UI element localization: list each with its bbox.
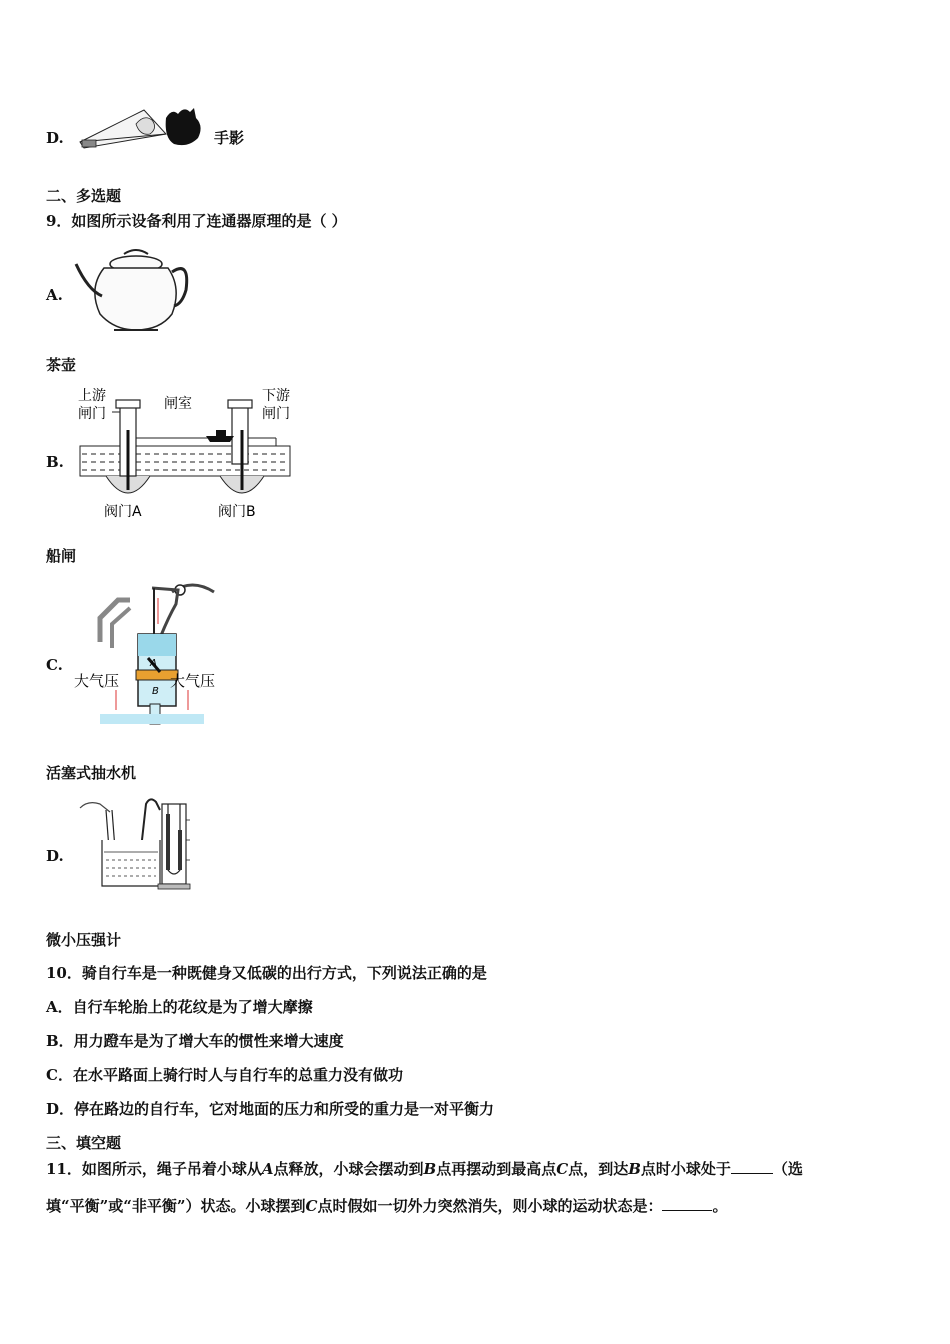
q9-option-d-caption: 微小压强计 xyxy=(46,931,122,949)
label-valve-b-pump: B xyxy=(152,686,159,697)
q11-line-1: 11．如图所示，绳子吊着小球从A点释放，小球会摆动到B点再摆动到最高点C点，到达B点时小球处于 （选 xyxy=(46,1160,803,1178)
section-title-multiple-choice: 二、多选题 xyxy=(46,187,122,205)
q9-option-a-caption: 茶壶 xyxy=(46,356,77,374)
q10-option-d: D．停在路边的自行车，它对地面的压力和所受的重力是一对平衡力 xyxy=(46,1100,495,1118)
piston-pump-image xyxy=(72,578,224,728)
q9-option-d-letter: D. xyxy=(46,847,64,865)
label-downstream-1: 下游 xyxy=(262,388,290,404)
q10-option-c: C．在水平路面上骑行时人与自行车的总重力没有做功 xyxy=(46,1066,403,1084)
label-upstream-1: 上游 xyxy=(78,388,106,404)
q9-option-b-caption: 船闸 xyxy=(46,547,77,565)
q10-option-a: A．自行车轮胎上的花纹是为了增大摩擦 xyxy=(46,998,313,1016)
q9-option-b-letter: B. xyxy=(46,453,64,471)
section-title-fill-in: 三、填空题 xyxy=(46,1134,122,1152)
label-upstream-2: 闸门 xyxy=(78,406,106,422)
q8-option-d-letter: D. xyxy=(46,129,64,147)
micro-pressure-gauge-image xyxy=(76,790,194,892)
label-valve-b: 阀门B xyxy=(218,504,256,520)
label-atm-pressure-left: 大气压 xyxy=(74,672,120,690)
answer-blank-1[interactable] xyxy=(731,1159,773,1174)
answer-blank-2[interactable] xyxy=(662,1196,712,1211)
label-valve-a: 阀门A xyxy=(104,504,142,520)
label-lock-chamber: 闸室 xyxy=(164,396,192,412)
q11-line-2: 填“平衡”或“非平衡”）状态。小球摆到C点时假如一切外力突然消失，则小球的运动状态是： 。 xyxy=(46,1197,728,1215)
q9-option-c-caption: 活塞式抽水机 xyxy=(46,764,137,782)
hand-shadow-image xyxy=(74,104,209,152)
ship-lock-image xyxy=(76,384,300,524)
q10-option-b: B．用力蹬车是为了增大车的惯性来增大速度 xyxy=(46,1032,344,1050)
q9-option-a-letter: A. xyxy=(46,286,63,304)
q10-stem: 10．骑自行车是一种既健身又低碳的出行方式，下列说法正确的是 xyxy=(46,964,487,982)
label-downstream-2: 闸门 xyxy=(262,406,290,422)
q9-option-c-letter: C. xyxy=(46,656,63,674)
q9-stem: 9．如图所示设备利用了连通器原理的是（ ） xyxy=(46,212,347,230)
teapot-image xyxy=(74,244,190,336)
label-atm-pressure-right: 大气压 xyxy=(170,672,216,690)
label-valve-a-pump: A xyxy=(150,658,157,669)
q8-option-d-caption: 手影 xyxy=(214,129,245,147)
